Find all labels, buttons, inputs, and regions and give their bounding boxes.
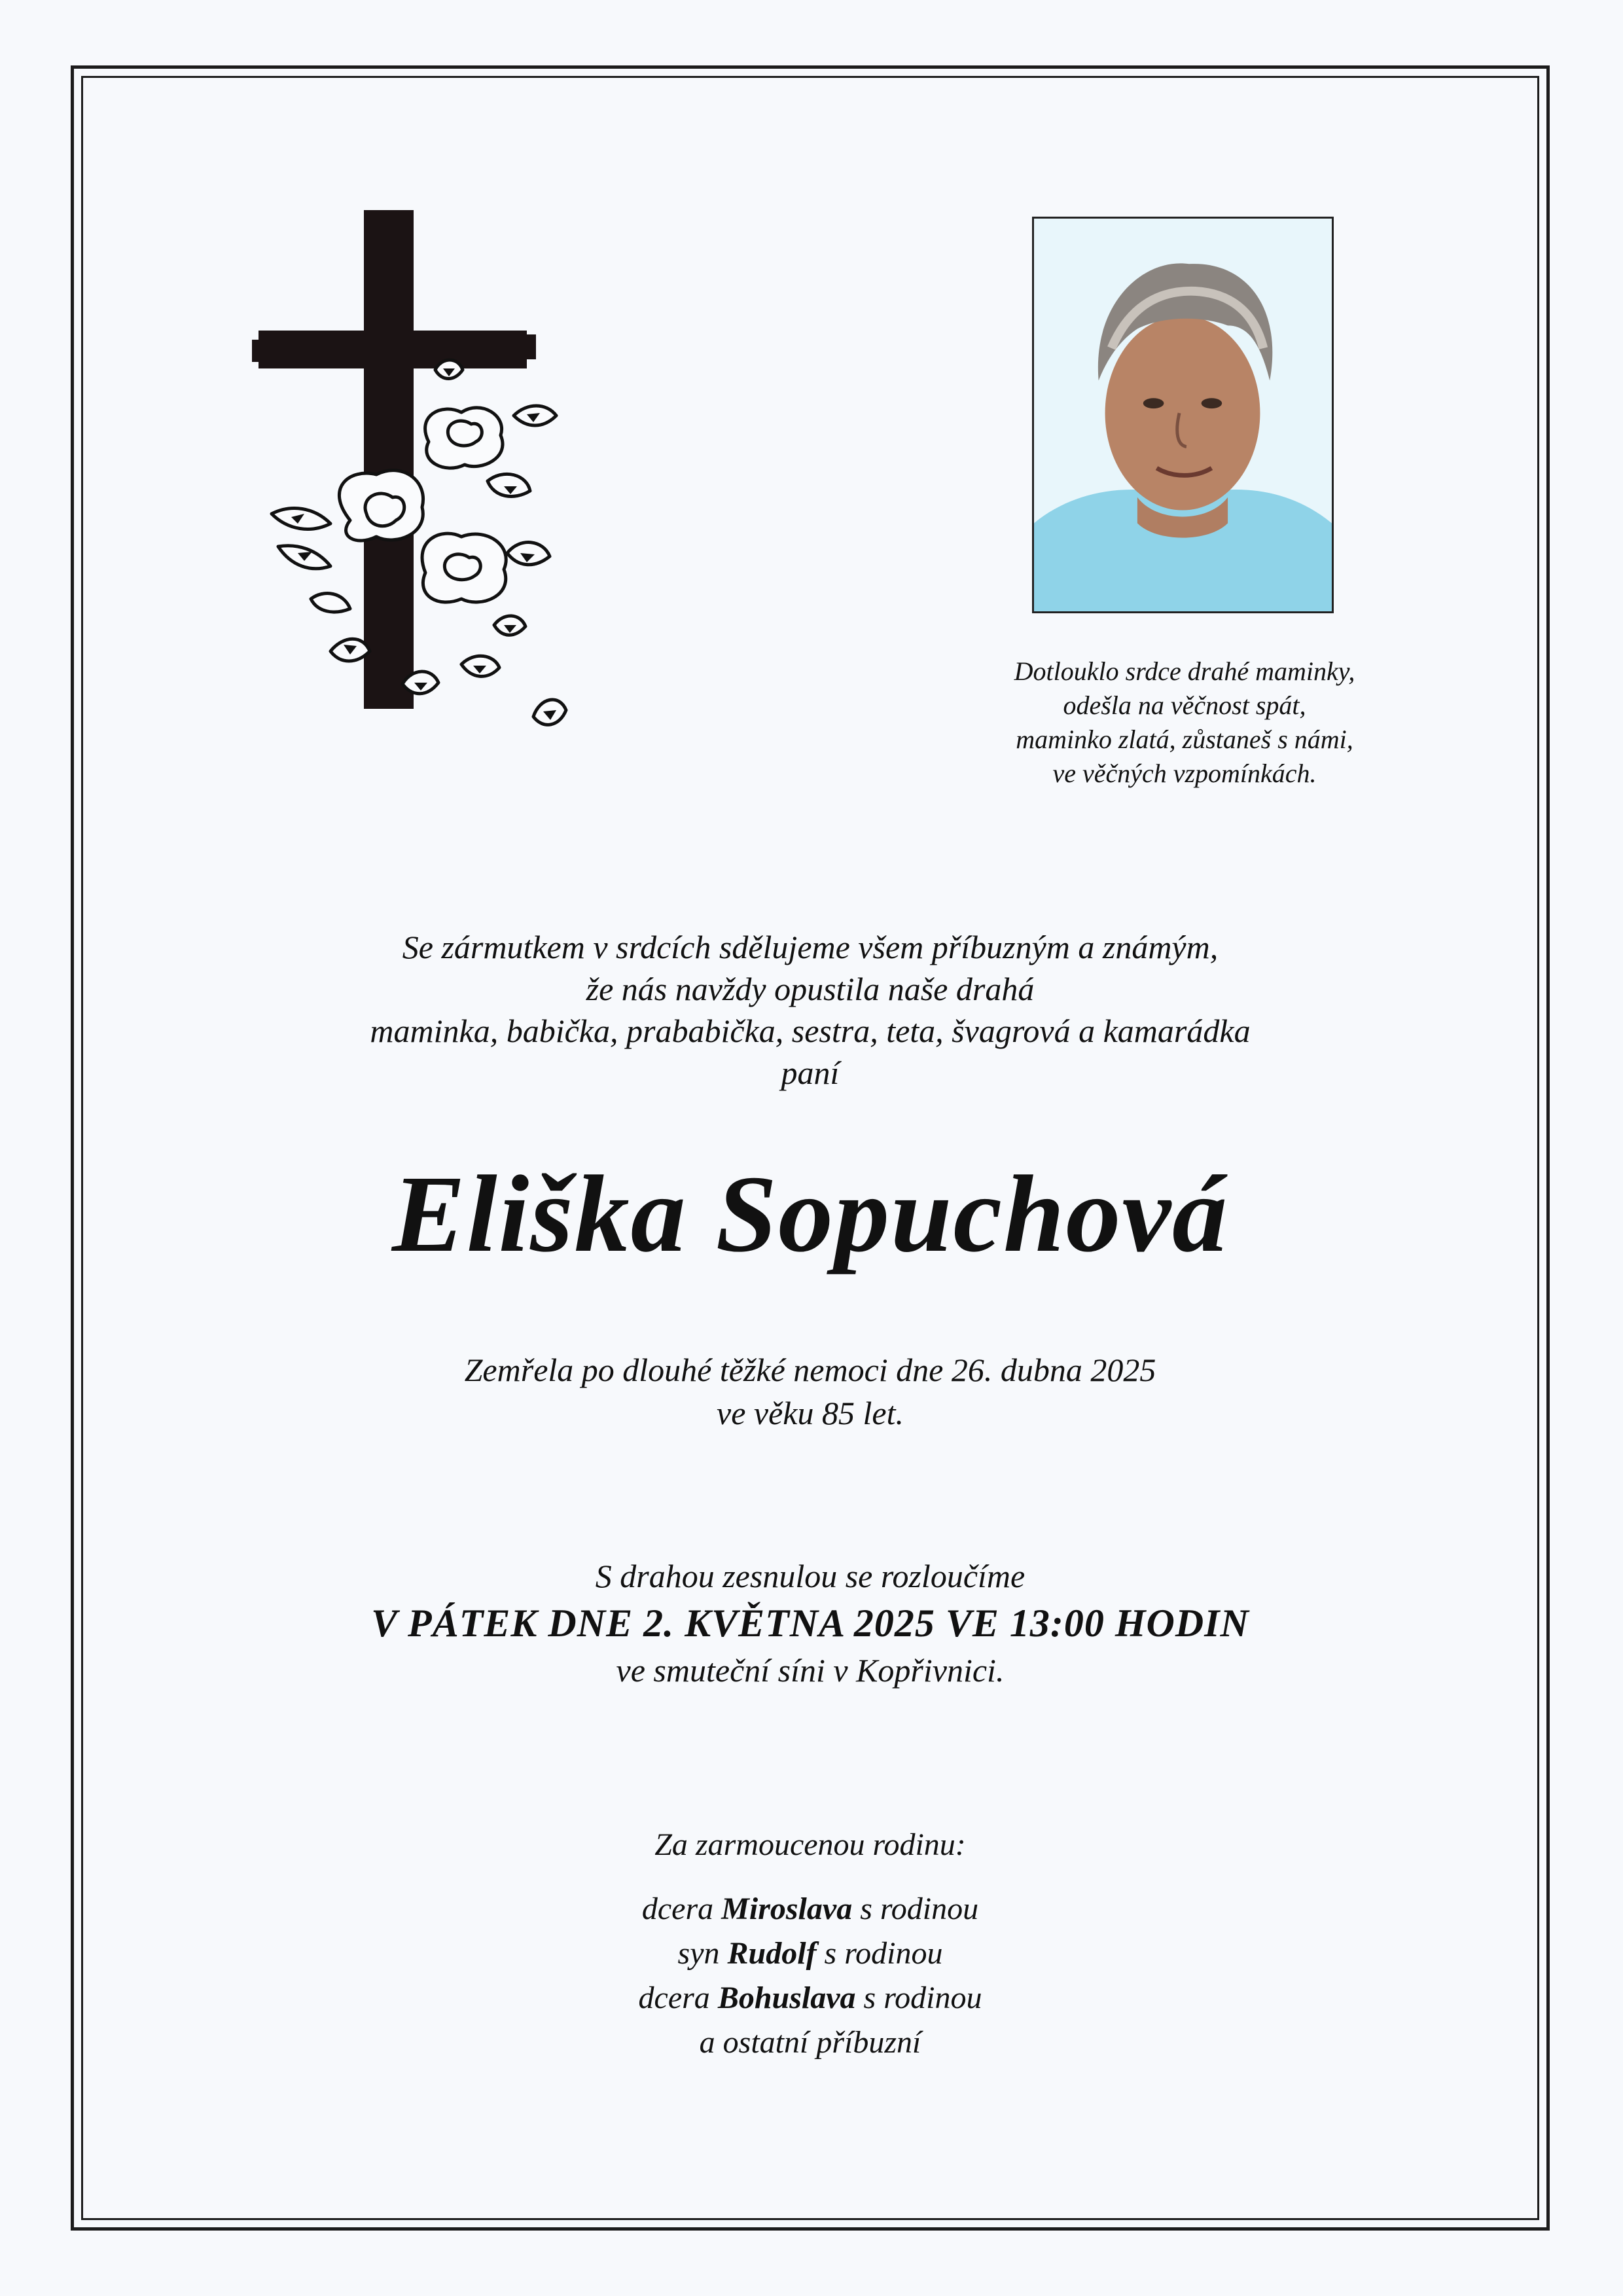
member-name: Rudolf [727, 1936, 817, 1971]
member-relation: dcera [638, 1981, 710, 2015]
family-closing: a ostatní příbuzní [699, 2025, 921, 2060]
family-member [81, 1931, 1539, 1976]
verse-line: maminko zlatá, zůstaneš s námi, [1016, 725, 1353, 754]
family-lead: Za zarmoucenou rodinu: [654, 1827, 966, 1862]
verse-line: ve věčných vzpomínkách. [1052, 759, 1317, 788]
farewell-info [81, 1554, 1539, 1692]
farewell-datetime: V PÁTEK DNE 2. KVĚTNA 2025 VE 13:00 HODIN [371, 1602, 1249, 1645]
death-date-line: Zemřela po dlouhé těžké nemoci dne 26. dubna 2025 [464, 1352, 1156, 1388]
age-line: ve věku 85 let. [717, 1395, 904, 1431]
farewell-intro: S drahou zesnulou se rozloučíme [595, 1558, 1026, 1594]
family-member [81, 1976, 1539, 2020]
member-relation: dcera [641, 1892, 714, 1926]
member-suffix: s rodinou [863, 1981, 982, 2015]
intro-line: Se zármutkem v srdcích sdělujeme všem příbuzným a známým, [402, 929, 1219, 965]
member-suffix: s rodinou [860, 1892, 979, 1926]
intro-line: maminka, babička, prababička, sestra, teta, švagrová a kamarádka [370, 1013, 1251, 1049]
intro-line: že nás navždy opustila naše drahá [586, 971, 1035, 1007]
intro-line: paní [781, 1054, 840, 1091]
family-member [81, 1887, 1539, 1931]
member-relation: syn [677, 1936, 720, 1971]
farewell-place: ve smuteční síni v Kopřivnici. [616, 1652, 1005, 1689]
verse-line: Dotlouklo srdce drahé maminky, [1014, 656, 1355, 686]
memorial-verse [949, 655, 1420, 791]
family-signature [81, 1823, 1539, 2065]
portrait-photo [1032, 217, 1334, 613]
announcement-intro [81, 926, 1539, 1094]
deceased-name: Eliška Sopuchová [391, 1153, 1229, 1275]
member-suffix: s rodinou [824, 1936, 943, 1971]
death-info [81, 1348, 1539, 1435]
member-name: Miroslava [721, 1892, 853, 1926]
member-name: Bohuslava [717, 1981, 856, 2015]
cross-with-roses-icon [252, 206, 605, 756]
verse-line: odešla na věčnost spát, [1063, 691, 1306, 720]
